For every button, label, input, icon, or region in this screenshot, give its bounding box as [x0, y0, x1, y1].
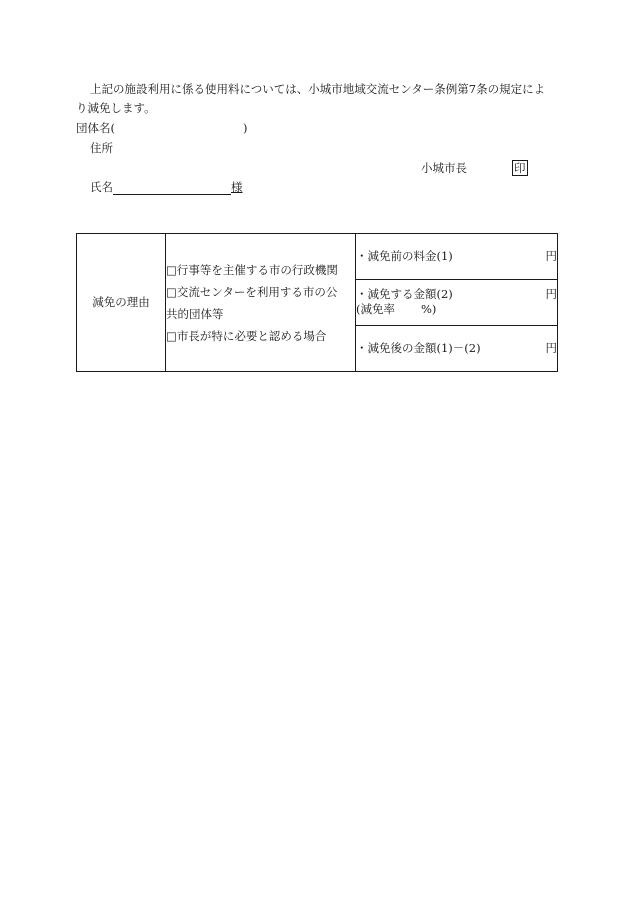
name-blank-line [113, 182, 231, 195]
fee-before-reduction-cell [356, 234, 558, 280]
name-row [90, 181, 243, 195]
reduction-table [76, 233, 558, 372]
reduction-reason-options [166, 234, 356, 372]
mayor-label: 小城市長 [421, 161, 467, 175]
reason-option-public-group-line-1: □交流センターを利用する市の公 [166, 284, 338, 299]
reason-option-government-agency: □行事等を主催する市の行政機関 [166, 262, 338, 277]
reason-option-public-group-line-2: 共的団体等 [166, 306, 224, 321]
reduction-amount-cell [356, 280, 558, 326]
fee-before-reduction-unit: 円 [545, 248, 557, 263]
reduction-amount-label: ・減免する金額(2) [356, 287, 453, 302]
reduction-reason-label: 減免の理由 [77, 234, 166, 372]
address-label: 住所 [90, 141, 113, 155]
name-label: 氏名 [90, 180, 113, 194]
fee-before-reduction-label: ・減免前の料金(1) [356, 248, 453, 263]
fee-after-reduction-unit: 円 [545, 340, 557, 355]
group-name-close: ) [243, 121, 248, 135]
group-name-label: 団体名( [76, 121, 115, 135]
reduction-rate-label: (減免率 [356, 302, 395, 316]
reason-option-public-group [166, 281, 355, 325]
table-row [77, 234, 558, 280]
fee-after-reduction-label: ・減免後の金額(1)－(2) [356, 340, 481, 355]
group-name-row [76, 122, 248, 136]
notice-paragraph-line-1: 上記の施設利用に係る使用料については、小城市地域交流センター条例第7条の規定によ [90, 82, 546, 96]
reason-option-mayor-approval: □市長が特に必要と認める場合 [166, 328, 327, 343]
reduction-rate-unit: %) [421, 302, 437, 316]
name-suffix: 様 [231, 180, 243, 194]
seal-mark: 印 [514, 161, 526, 175]
notice-paragraph-line-2: り減免します。 [76, 101, 156, 115]
fee-after-reduction-cell [356, 326, 558, 372]
reduction-amount-unit: 円 [545, 287, 557, 302]
